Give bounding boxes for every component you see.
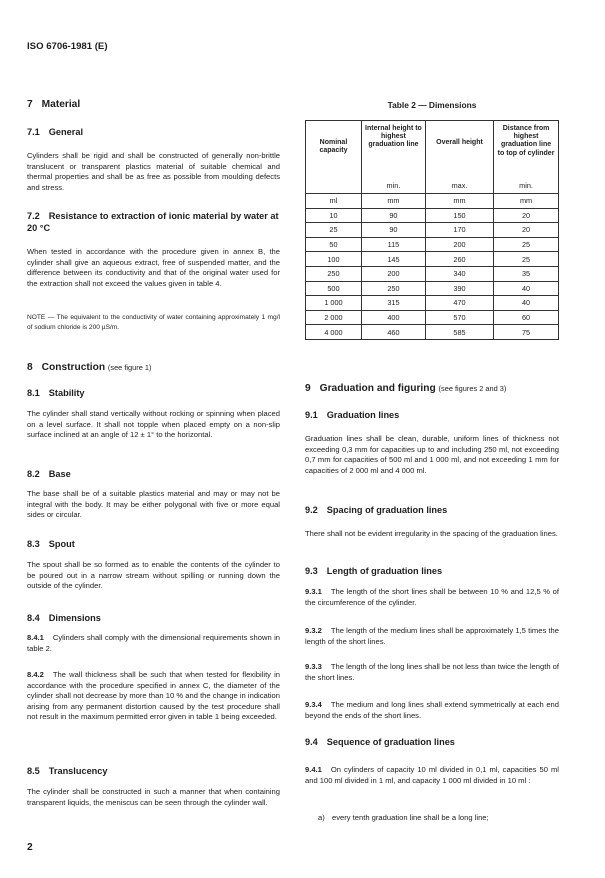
section-8-5-heading bbox=[27, 766, 280, 776]
table-cell: 25 bbox=[494, 237, 559, 252]
section-number: 9.4 bbox=[305, 737, 318, 747]
section-title: Graduation lines bbox=[326, 410, 400, 420]
table-row bbox=[306, 237, 559, 252]
column-limit: max. bbox=[451, 180, 468, 190]
section-title: Stability bbox=[48, 388, 85, 398]
unit-cell: mm bbox=[361, 194, 425, 209]
section-9-1-text: Graduation lines shall be clean, durable, uniform lines of thickness not exceeding 0,3 mm for capacities up to and including 250 ml, not exceeding 0,7 mm for capacities of 500 ml and 1 000 ml, and not exceeding 1 mm for capacities of 2 000 ml and 4 000 ml. bbox=[305, 434, 559, 475]
table-cell: 250 bbox=[306, 266, 362, 281]
clause-number: 9.3.2 bbox=[305, 626, 322, 635]
table-cell: 170 bbox=[425, 223, 493, 238]
section-9-2-text: There shall not be evident irregularity in the spacing of the graduation lines. bbox=[305, 529, 558, 538]
dimensions-table bbox=[305, 120, 559, 340]
table-caption: Table 2 — Dimensions bbox=[387, 100, 477, 110]
table-header-row bbox=[306, 121, 559, 194]
section-number: 7.2 bbox=[27, 211, 40, 221]
column-header bbox=[425, 121, 493, 194]
clause-number: 9.4.1 bbox=[305, 765, 322, 774]
section-title: Construction bbox=[41, 362, 106, 373]
table-cell: 4 000 bbox=[306, 325, 362, 340]
section-title: Spacing of graduation lines bbox=[326, 505, 448, 515]
table-row bbox=[306, 252, 559, 267]
section-7-2-heading bbox=[27, 211, 280, 234]
section-number: 8.5 bbox=[27, 766, 40, 776]
section-number: 8 bbox=[27, 362, 33, 373]
section-number: 7 bbox=[27, 99, 33, 110]
list-item-text: every tenth graduation line shall be a long line; bbox=[332, 813, 489, 822]
table-row bbox=[306, 266, 559, 281]
section-9-3-2-text bbox=[305, 626, 559, 647]
figure-reference: (see figure 1) bbox=[107, 363, 152, 372]
section-7-2-text: When tested in accordance with the procedure given in annex B, the cylinder shall give an aqueous extract, free of suspended matter, and the difference between its conductivity and that of the original water used for the extraction shall not exceed the values given in table 4. bbox=[27, 247, 280, 288]
table-cell: 25 bbox=[494, 252, 559, 267]
table-cell: 20 bbox=[494, 223, 559, 238]
section-number: 9.1 bbox=[305, 410, 318, 420]
column-header bbox=[494, 121, 559, 194]
section-9-2-heading bbox=[305, 505, 559, 515]
section-9-4-heading bbox=[305, 737, 559, 747]
section-number: 8.1 bbox=[27, 388, 40, 398]
figure-reference: (see figures 2 and 3) bbox=[438, 384, 507, 393]
clause-text: The length of the short lines shall be between 10 % and 12,5 % of the circumference of the cylinder. bbox=[305, 587, 559, 607]
section-9-3-4-text bbox=[305, 700, 559, 721]
table-cell: 1 000 bbox=[306, 296, 362, 311]
document-id: ISO 6706-1981 (E) bbox=[27, 41, 108, 52]
section-8-2-text: The base shall be of a suitable plastics material and may or may not be integral with the body. It may be either polygonal with five or more equal sides or circular. bbox=[27, 489, 280, 520]
table-cell: 115 bbox=[361, 237, 425, 252]
unit-cell: mm bbox=[494, 194, 559, 209]
table-cell: 100 bbox=[306, 252, 362, 267]
section-title: Material bbox=[41, 99, 81, 110]
table-cell: 10 bbox=[306, 208, 362, 223]
section-title: Translucency bbox=[48, 766, 108, 776]
table-cell: 60 bbox=[494, 310, 559, 325]
section-8-1-heading bbox=[27, 388, 280, 398]
section-9-3-heading bbox=[305, 566, 559, 576]
table-cell: 150 bbox=[425, 208, 493, 223]
section-number: 7.1 bbox=[27, 127, 40, 137]
column-label: Nominal capacity bbox=[319, 139, 348, 155]
section-9-4-1-text bbox=[305, 765, 559, 786]
section-9-3-1-text bbox=[305, 587, 559, 608]
section-9-1-heading bbox=[305, 410, 559, 420]
table-row bbox=[306, 296, 559, 311]
column-label: Distance from highest graduation line to top of cylinder bbox=[497, 125, 555, 157]
section-8-5-text: The cylinder shall be constructed in such a manner that when containing transparent liquids, the meniscus can be seen through the cylinder wall. bbox=[27, 787, 280, 807]
clause-number: 9.3.3 bbox=[305, 662, 322, 671]
clause-text: The wall thickness shall be such that when tested for flexibility in accordance with the procedure specified in annex C, the diameter of the cylinder shall not decrease by more than 10 % and the change in indication arising from any permanent distortion caused by the test procedure shall not result in the maximum permitted error given in table 1 being exceeded. bbox=[27, 670, 280, 722]
table-cell: 2 000 bbox=[306, 310, 362, 325]
column-header bbox=[306, 121, 362, 194]
table-cell: 250 bbox=[361, 281, 425, 296]
section-title: Dimensions bbox=[48, 613, 101, 623]
section-number: 9.2 bbox=[305, 505, 318, 515]
section-title: General bbox=[48, 127, 83, 137]
table-cell: 585 bbox=[425, 325, 493, 340]
clause-text: On cylinders of capacity 10 ml divided in 0,1 ml, capacities 50 ml and 100 ml divided in 1 ml, and capacity 1 000 ml divided in 10 ml : bbox=[305, 765, 559, 785]
clause-number: 8.4.1 bbox=[27, 633, 44, 642]
section-number: 8.4 bbox=[27, 613, 40, 623]
section-title: Base bbox=[48, 469, 71, 479]
section-number: 9.3 bbox=[305, 566, 318, 576]
table-cell: 500 bbox=[306, 281, 362, 296]
table-cell: 35 bbox=[494, 266, 559, 281]
table-cell: 390 bbox=[425, 281, 493, 296]
table-cell: 90 bbox=[361, 208, 425, 223]
section-7-1-heading bbox=[27, 127, 280, 137]
unit-cell: mm bbox=[425, 194, 493, 209]
table-cell: 50 bbox=[306, 237, 362, 252]
section-title: Resistance to extraction of ionic material by water at 20 °C bbox=[27, 211, 279, 233]
list-marker: a) bbox=[318, 813, 325, 822]
section-7-1-text: Cylinders shall be rigid and shall be constructed of generally non-brittle translucent or transparent plastics material of suitable chemical and thermal properties and shall be as free as possible from moulding defects and stress. bbox=[27, 151, 280, 192]
section-8-4-1-text bbox=[27, 633, 280, 654]
table-row bbox=[306, 325, 559, 340]
section-8-4-2-text bbox=[27, 670, 280, 723]
table-cell: 200 bbox=[361, 266, 425, 281]
clause-number: 9.3.4 bbox=[305, 700, 322, 709]
section-title: Spout bbox=[48, 539, 75, 549]
table-cell: 470 bbox=[425, 296, 493, 311]
section-number: 9 bbox=[305, 383, 311, 394]
table-cell: 40 bbox=[494, 296, 559, 311]
table-row bbox=[306, 223, 559, 238]
table-cell: 260 bbox=[425, 252, 493, 267]
column-limit: min. bbox=[519, 180, 533, 190]
table-body bbox=[306, 194, 559, 340]
section-number: 8.3 bbox=[27, 539, 40, 549]
table-row bbox=[306, 281, 559, 296]
section-8-3-heading bbox=[27, 539, 280, 549]
unit-cell: ml bbox=[306, 194, 362, 209]
column-label: Internal height to highest graduation line bbox=[365, 125, 422, 149]
table-cell: 90 bbox=[361, 223, 425, 238]
table-cell: 400 bbox=[361, 310, 425, 325]
section-7-heading bbox=[27, 99, 280, 110]
table-cell: 315 bbox=[361, 296, 425, 311]
table-cell: 20 bbox=[494, 208, 559, 223]
clause-text: The medium and long lines shall extend symmetrically at each end beyond the ends of the short lines. bbox=[305, 700, 559, 720]
table-cell: 145 bbox=[361, 252, 425, 267]
section-8-4-heading bbox=[27, 613, 280, 623]
table-cell: 460 bbox=[361, 325, 425, 340]
table-cell: 25 bbox=[306, 223, 362, 238]
table-row bbox=[306, 310, 559, 325]
section-9-heading bbox=[305, 383, 559, 394]
section-title: Graduation and figuring bbox=[319, 383, 436, 394]
table-cell: 75 bbox=[494, 325, 559, 340]
column-label: Overall height bbox=[436, 139, 483, 146]
column-limit: min. bbox=[386, 180, 401, 190]
clause-number: 9.3.1 bbox=[305, 587, 322, 596]
clause-number: 8.4.2 bbox=[27, 670, 44, 679]
table-row bbox=[306, 208, 559, 223]
table-cell: 340 bbox=[425, 266, 493, 281]
section-9-3-3-text bbox=[305, 662, 559, 683]
section-number: 8.2 bbox=[27, 469, 40, 479]
section-8-1-text: The cylinder shall stand vertically without rocking or spinning when placed on a level surface. It shall not topple when placed empty on a non-slip surface inclined at an angle of 12 ± 1° to the horizontal. bbox=[27, 409, 280, 440]
column-header bbox=[361, 121, 425, 194]
clause-text: The length of the medium lines shall be approximately 1,5 times the length of the short lines. bbox=[305, 626, 559, 646]
section-title: Length of graduation lines bbox=[326, 566, 443, 576]
page-number: 2 bbox=[27, 842, 33, 853]
section-8-3-text: The spout shall be so formed as to enable the contents of the cylinder to be poured out in a narrow stream without spilling or running down the outside of the cylinder. bbox=[27, 560, 280, 591]
table-cell: 570 bbox=[425, 310, 493, 325]
clause-text: Cylinders shall comply with the dimensional requirements shown in table 2. bbox=[27, 633, 280, 653]
section-title: Sequence of graduation lines bbox=[326, 737, 455, 747]
units-row bbox=[306, 194, 559, 209]
section-7-2-note: NOTE — The equivalent to the conductivity of water containing approximately 1 mg/l of sodium chloride is 200 µS/m. bbox=[27, 314, 280, 331]
list-item-a bbox=[318, 813, 558, 824]
section-8-2-heading bbox=[27, 469, 280, 479]
clause-text: The length of the long lines shall be not less than twice the length of the short lines. bbox=[305, 662, 559, 682]
table-cell: 40 bbox=[494, 281, 559, 296]
table-cell: 200 bbox=[425, 237, 493, 252]
section-8-heading bbox=[27, 362, 280, 373]
